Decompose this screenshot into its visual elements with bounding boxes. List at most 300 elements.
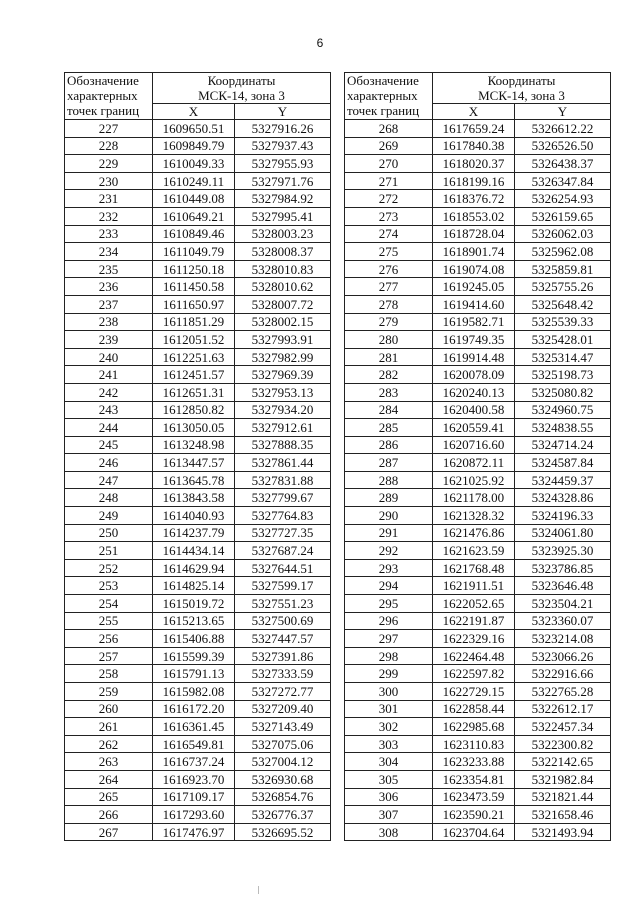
table-row bbox=[65, 559, 331, 577]
x-coordinate-cell: 1618728.04 bbox=[433, 225, 515, 243]
x-coordinate-cell: 1619582.71 bbox=[433, 313, 515, 331]
y-coordinate-cell: 5327143.49 bbox=[235, 718, 331, 736]
y-coordinate-cell: 5326062.03 bbox=[515, 225, 611, 243]
y-coordinate-cell: 5323925.30 bbox=[515, 542, 611, 560]
table-row bbox=[345, 665, 611, 683]
header-x: X bbox=[433, 104, 515, 120]
table-row bbox=[345, 331, 611, 349]
y-coordinate-cell: 5326776.37 bbox=[235, 806, 331, 824]
x-coordinate-cell: 1621911.51 bbox=[433, 577, 515, 595]
x-coordinate-cell: 1610449.08 bbox=[153, 190, 235, 208]
point-number-cell: 235 bbox=[65, 260, 153, 278]
x-coordinate-cell: 1614629.94 bbox=[153, 559, 235, 577]
table-row bbox=[65, 190, 331, 208]
y-coordinate-cell: 5322916.66 bbox=[515, 665, 611, 683]
point-number-cell: 286 bbox=[345, 436, 433, 454]
table-row bbox=[65, 260, 331, 278]
table-row bbox=[345, 172, 611, 190]
y-coordinate-cell: 5325080.82 bbox=[515, 383, 611, 401]
point-number-cell: 246 bbox=[65, 454, 153, 472]
table-row bbox=[345, 401, 611, 419]
point-number-cell: 308 bbox=[345, 823, 433, 841]
x-coordinate-cell: 1609650.51 bbox=[153, 120, 235, 138]
y-coordinate-cell: 5321493.94 bbox=[515, 823, 611, 841]
point-number-cell: 247 bbox=[65, 471, 153, 489]
y-coordinate-cell: 5327551.23 bbox=[235, 595, 331, 613]
y-coordinate-cell: 5328007.72 bbox=[235, 295, 331, 313]
point-number-cell: 300 bbox=[345, 683, 433, 701]
point-number-cell: 268 bbox=[345, 120, 433, 138]
header-point-label bbox=[345, 73, 433, 120]
x-coordinate-cell: 1621623.59 bbox=[433, 542, 515, 560]
x-coordinate-cell: 1617109.17 bbox=[153, 788, 235, 806]
x-coordinate-cell: 1610849.46 bbox=[153, 225, 235, 243]
table-row bbox=[345, 260, 611, 278]
x-coordinate-cell: 1622052.65 bbox=[433, 595, 515, 613]
point-number-cell: 264 bbox=[65, 770, 153, 788]
x-coordinate-cell: 1615982.08 bbox=[153, 683, 235, 701]
y-coordinate-cell: 5325314.47 bbox=[515, 348, 611, 366]
table-row bbox=[65, 313, 331, 331]
table-row bbox=[345, 647, 611, 665]
page-number: 6 bbox=[316, 36, 324, 50]
x-coordinate-cell: 1610649.21 bbox=[153, 207, 235, 225]
table-row bbox=[65, 120, 331, 138]
table-row bbox=[65, 366, 331, 384]
y-coordinate-cell: 5322142.65 bbox=[515, 753, 611, 771]
point-number-cell: 267 bbox=[65, 823, 153, 841]
y-coordinate-cell: 5327993.91 bbox=[235, 331, 331, 349]
x-coordinate-cell: 1615599.39 bbox=[153, 647, 235, 665]
y-coordinate-cell: 5327764.83 bbox=[235, 507, 331, 525]
point-number-cell: 252 bbox=[65, 559, 153, 577]
point-number-cell: 239 bbox=[65, 331, 153, 349]
x-coordinate-cell: 1614040.93 bbox=[153, 507, 235, 525]
x-coordinate-cell: 1612651.31 bbox=[153, 383, 235, 401]
x-coordinate-cell: 1621178.00 bbox=[433, 489, 515, 507]
table-row bbox=[345, 577, 611, 595]
y-coordinate-cell: 5325648.42 bbox=[515, 295, 611, 313]
x-coordinate-cell: 1623704.64 bbox=[433, 823, 515, 841]
point-number-cell: 237 bbox=[65, 295, 153, 313]
point-number-cell: 290 bbox=[345, 507, 433, 525]
point-number-cell: 293 bbox=[345, 559, 433, 577]
y-coordinate-cell: 5327971.76 bbox=[235, 172, 331, 190]
point-number-cell: 274 bbox=[345, 225, 433, 243]
x-coordinate-cell: 1623110.83 bbox=[433, 735, 515, 753]
point-number-cell: 234 bbox=[65, 243, 153, 261]
table-row bbox=[65, 770, 331, 788]
table-row bbox=[345, 436, 611, 454]
point-number-cell: 302 bbox=[345, 718, 433, 736]
table-row bbox=[345, 770, 611, 788]
point-number-cell: 296 bbox=[345, 612, 433, 630]
y-coordinate-cell: 5327888.35 bbox=[235, 436, 331, 454]
y-coordinate-cell: 5326254.93 bbox=[515, 190, 611, 208]
x-coordinate-cell: 1615406.88 bbox=[153, 630, 235, 648]
table-row bbox=[345, 348, 611, 366]
table-row bbox=[65, 295, 331, 313]
y-coordinate-cell: 5327995.41 bbox=[235, 207, 331, 225]
table-row bbox=[65, 331, 331, 349]
x-coordinate-cell: 1623233.88 bbox=[433, 753, 515, 771]
table-row bbox=[345, 207, 611, 225]
point-number-cell: 260 bbox=[65, 700, 153, 718]
y-coordinate-cell: 5327861.44 bbox=[235, 454, 331, 472]
table-row bbox=[345, 243, 611, 261]
point-number-cell: 231 bbox=[65, 190, 153, 208]
point-number-cell: 273 bbox=[345, 207, 433, 225]
y-coordinate-cell: 5325755.26 bbox=[515, 278, 611, 296]
coordinates-table-left bbox=[64, 72, 331, 841]
point-number-cell: 298 bbox=[345, 647, 433, 665]
x-coordinate-cell: 1616923.70 bbox=[153, 770, 235, 788]
x-coordinate-cell: 1622464.48 bbox=[433, 647, 515, 665]
y-coordinate-cell: 5327209.40 bbox=[235, 700, 331, 718]
table-row bbox=[345, 823, 611, 841]
table-row bbox=[345, 700, 611, 718]
y-coordinate-cell: 5327969.39 bbox=[235, 366, 331, 384]
point-number-cell: 262 bbox=[65, 735, 153, 753]
x-coordinate-cell: 1613050.05 bbox=[153, 419, 235, 437]
point-number-cell: 301 bbox=[345, 700, 433, 718]
table-row bbox=[345, 735, 611, 753]
table-row bbox=[65, 155, 331, 173]
y-coordinate-cell: 5327391.86 bbox=[235, 647, 331, 665]
point-number-cell: 251 bbox=[65, 542, 153, 560]
y-coordinate-cell: 5322765.28 bbox=[515, 683, 611, 701]
header-coordinates bbox=[433, 73, 611, 104]
table-row bbox=[65, 788, 331, 806]
x-coordinate-cell: 1618199.16 bbox=[433, 172, 515, 190]
table-row bbox=[345, 120, 611, 138]
table-row bbox=[345, 137, 611, 155]
y-coordinate-cell: 5323646.48 bbox=[515, 577, 611, 595]
point-number-cell: 242 bbox=[65, 383, 153, 401]
y-coordinate-cell: 5327831.88 bbox=[235, 471, 331, 489]
table-row bbox=[345, 383, 611, 401]
table-row bbox=[65, 647, 331, 665]
table-row bbox=[65, 630, 331, 648]
header-point-label-line: Обозначение bbox=[347, 73, 419, 88]
x-coordinate-cell: 1622985.68 bbox=[433, 718, 515, 736]
y-coordinate-cell: 5323504.21 bbox=[515, 595, 611, 613]
y-coordinate-cell: 5323066.26 bbox=[515, 647, 611, 665]
point-number-cell: 240 bbox=[65, 348, 153, 366]
table-row bbox=[65, 137, 331, 155]
x-coordinate-cell: 1622597.82 bbox=[433, 665, 515, 683]
point-number-cell: 271 bbox=[345, 172, 433, 190]
x-coordinate-cell: 1613843.58 bbox=[153, 489, 235, 507]
x-coordinate-cell: 1619074.08 bbox=[433, 260, 515, 278]
point-number-cell: 245 bbox=[65, 436, 153, 454]
y-coordinate-cell: 5327912.61 bbox=[235, 419, 331, 437]
point-number-cell: 297 bbox=[345, 630, 433, 648]
header-coordinates-line: МСК-14, зона 3 bbox=[478, 88, 565, 103]
y-coordinate-cell: 5324587.84 bbox=[515, 454, 611, 472]
point-number-cell: 229 bbox=[65, 155, 153, 173]
point-number-cell: 258 bbox=[65, 665, 153, 683]
y-coordinate-cell: 5327447.57 bbox=[235, 630, 331, 648]
y-coordinate-cell: 5326930.68 bbox=[235, 770, 331, 788]
y-coordinate-cell: 5327687.24 bbox=[235, 542, 331, 560]
table-row bbox=[345, 806, 611, 824]
y-coordinate-cell: 5325198.73 bbox=[515, 366, 611, 384]
table-row bbox=[345, 278, 611, 296]
table-row bbox=[65, 207, 331, 225]
point-number-cell: 292 bbox=[345, 542, 433, 560]
point-number-cell: 278 bbox=[345, 295, 433, 313]
point-number-cell: 259 bbox=[65, 683, 153, 701]
table-row bbox=[65, 700, 331, 718]
point-number-cell: 306 bbox=[345, 788, 433, 806]
y-coordinate-cell: 5327984.92 bbox=[235, 190, 331, 208]
x-coordinate-cell: 1619414.60 bbox=[433, 295, 515, 313]
table-row bbox=[65, 683, 331, 701]
point-number-cell: 280 bbox=[345, 331, 433, 349]
x-coordinate-cell: 1619749.35 bbox=[433, 331, 515, 349]
x-coordinate-cell: 1618020.37 bbox=[433, 155, 515, 173]
y-coordinate-cell: 5326612.22 bbox=[515, 120, 611, 138]
x-coordinate-cell: 1614434.14 bbox=[153, 542, 235, 560]
y-coordinate-cell: 5322457.34 bbox=[515, 718, 611, 736]
y-coordinate-cell: 5326526.50 bbox=[515, 137, 611, 155]
point-number-cell: 303 bbox=[345, 735, 433, 753]
table-row bbox=[345, 454, 611, 472]
x-coordinate-cell: 1620240.13 bbox=[433, 383, 515, 401]
table-row bbox=[65, 542, 331, 560]
y-coordinate-cell: 5324838.55 bbox=[515, 419, 611, 437]
point-number-cell: 291 bbox=[345, 524, 433, 542]
y-coordinate-cell: 5326347.84 bbox=[515, 172, 611, 190]
point-number-cell: 233 bbox=[65, 225, 153, 243]
point-number-cell: 248 bbox=[65, 489, 153, 507]
point-number-cell: 227 bbox=[65, 120, 153, 138]
y-coordinate-cell: 5324328.86 bbox=[515, 489, 611, 507]
y-coordinate-cell: 5327955.93 bbox=[235, 155, 331, 173]
table-row bbox=[345, 630, 611, 648]
y-coordinate-cell: 5323214.08 bbox=[515, 630, 611, 648]
point-number-cell: 299 bbox=[345, 665, 433, 683]
y-coordinate-cell: 5324459.37 bbox=[515, 471, 611, 489]
y-coordinate-cell: 5321982.84 bbox=[515, 770, 611, 788]
y-coordinate-cell: 5321821.44 bbox=[515, 788, 611, 806]
x-coordinate-cell: 1620872.11 bbox=[433, 454, 515, 472]
table-row bbox=[65, 471, 331, 489]
x-coordinate-cell: 1617659.24 bbox=[433, 120, 515, 138]
table-row bbox=[65, 419, 331, 437]
y-coordinate-cell: 5322612.17 bbox=[515, 700, 611, 718]
table-row bbox=[65, 348, 331, 366]
point-number-cell: 244 bbox=[65, 419, 153, 437]
point-number-cell: 281 bbox=[345, 348, 433, 366]
header-point-label-line: точек границ bbox=[67, 103, 140, 118]
point-number-cell: 288 bbox=[345, 471, 433, 489]
table-row bbox=[345, 190, 611, 208]
point-number-cell: 250 bbox=[65, 524, 153, 542]
point-number-cell: 255 bbox=[65, 612, 153, 630]
point-number-cell: 287 bbox=[345, 454, 433, 472]
point-number-cell: 236 bbox=[65, 278, 153, 296]
x-coordinate-cell: 1617293.60 bbox=[153, 806, 235, 824]
table-row bbox=[345, 489, 611, 507]
x-coordinate-cell: 1613645.78 bbox=[153, 471, 235, 489]
table-row bbox=[65, 454, 331, 472]
x-coordinate-cell: 1619245.05 bbox=[433, 278, 515, 296]
y-coordinate-cell: 5324960.75 bbox=[515, 401, 611, 419]
point-number-cell: 284 bbox=[345, 401, 433, 419]
table-row bbox=[345, 155, 611, 173]
point-number-cell: 254 bbox=[65, 595, 153, 613]
x-coordinate-cell: 1611049.79 bbox=[153, 243, 235, 261]
coordinates-table-right bbox=[344, 72, 611, 841]
table-row bbox=[345, 225, 611, 243]
x-coordinate-cell: 1615213.65 bbox=[153, 612, 235, 630]
x-coordinate-cell: 1610249.11 bbox=[153, 172, 235, 190]
y-coordinate-cell: 5324714.24 bbox=[515, 436, 611, 454]
point-number-cell: 266 bbox=[65, 806, 153, 824]
x-coordinate-cell: 1622329.16 bbox=[433, 630, 515, 648]
table-row bbox=[65, 753, 331, 771]
x-coordinate-cell: 1611851.29 bbox=[153, 313, 235, 331]
y-coordinate-cell: 5327333.59 bbox=[235, 665, 331, 683]
x-coordinate-cell: 1618376.72 bbox=[433, 190, 515, 208]
point-number-cell: 307 bbox=[345, 806, 433, 824]
table-row bbox=[65, 577, 331, 595]
table-row bbox=[65, 665, 331, 683]
point-number-cell: 283 bbox=[345, 383, 433, 401]
y-coordinate-cell: 5327272.77 bbox=[235, 683, 331, 701]
table-row bbox=[345, 788, 611, 806]
x-coordinate-cell: 1611650.97 bbox=[153, 295, 235, 313]
point-number-cell: 276 bbox=[345, 260, 433, 278]
header-point-label-line: характерных bbox=[67, 88, 138, 103]
point-number-cell: 263 bbox=[65, 753, 153, 771]
point-number-cell: 243 bbox=[65, 401, 153, 419]
table-row bbox=[345, 718, 611, 736]
table-row bbox=[345, 524, 611, 542]
y-coordinate-cell: 5323360.07 bbox=[515, 612, 611, 630]
point-number-cell: 272 bbox=[345, 190, 433, 208]
header-point-label-line: точек границ bbox=[347, 103, 420, 118]
x-coordinate-cell: 1616361.45 bbox=[153, 718, 235, 736]
table-row bbox=[65, 595, 331, 613]
table-row bbox=[65, 806, 331, 824]
point-number-cell: 265 bbox=[65, 788, 153, 806]
x-coordinate-cell: 1615791.13 bbox=[153, 665, 235, 683]
table-row bbox=[65, 823, 331, 841]
header-y: Y bbox=[515, 104, 611, 120]
table-row bbox=[345, 419, 611, 437]
y-coordinate-cell: 5326159.65 bbox=[515, 207, 611, 225]
x-coordinate-cell: 1623473.59 bbox=[433, 788, 515, 806]
y-coordinate-cell: 5327934.20 bbox=[235, 401, 331, 419]
table-row bbox=[345, 595, 611, 613]
y-coordinate-cell: 5327799.67 bbox=[235, 489, 331, 507]
table-row bbox=[65, 278, 331, 296]
y-coordinate-cell: 5328008.37 bbox=[235, 243, 331, 261]
table-row bbox=[345, 366, 611, 384]
y-coordinate-cell: 5325859.81 bbox=[515, 260, 611, 278]
x-coordinate-cell: 1621328.32 bbox=[433, 507, 515, 525]
table-row bbox=[345, 753, 611, 771]
header-coordinates-line: МСК-14, зона 3 bbox=[198, 88, 285, 103]
table-row bbox=[345, 295, 611, 313]
x-coordinate-cell: 1623354.81 bbox=[433, 770, 515, 788]
y-coordinate-cell: 5325539.33 bbox=[515, 313, 611, 331]
x-coordinate-cell: 1621025.92 bbox=[433, 471, 515, 489]
point-number-cell: 238 bbox=[65, 313, 153, 331]
table-row bbox=[65, 401, 331, 419]
y-coordinate-cell: 5324196.33 bbox=[515, 507, 611, 525]
x-coordinate-cell: 1618553.02 bbox=[433, 207, 515, 225]
x-coordinate-cell: 1622858.44 bbox=[433, 700, 515, 718]
y-coordinate-cell: 5328010.83 bbox=[235, 260, 331, 278]
point-number-cell: 294 bbox=[345, 577, 433, 595]
table-row bbox=[65, 735, 331, 753]
point-number-cell: 295 bbox=[345, 595, 433, 613]
y-coordinate-cell: 5327727.35 bbox=[235, 524, 331, 542]
point-number-cell: 253 bbox=[65, 577, 153, 595]
y-coordinate-cell: 5327599.17 bbox=[235, 577, 331, 595]
x-coordinate-cell: 1620559.41 bbox=[433, 419, 515, 437]
point-number-cell: 305 bbox=[345, 770, 433, 788]
y-coordinate-cell: 5327937.43 bbox=[235, 137, 331, 155]
point-number-cell: 228 bbox=[65, 137, 153, 155]
point-number-cell: 256 bbox=[65, 630, 153, 648]
x-coordinate-cell: 1613447.57 bbox=[153, 454, 235, 472]
x-coordinate-cell: 1610049.33 bbox=[153, 155, 235, 173]
x-coordinate-cell: 1618901.74 bbox=[433, 243, 515, 261]
y-coordinate-cell: 5325428.01 bbox=[515, 331, 611, 349]
y-coordinate-cell: 5328010.62 bbox=[235, 278, 331, 296]
point-number-cell: 270 bbox=[345, 155, 433, 173]
y-coordinate-cell: 5327916.26 bbox=[235, 120, 331, 138]
table-row bbox=[65, 172, 331, 190]
x-coordinate-cell: 1619914.48 bbox=[433, 348, 515, 366]
header-point-label-line: Обозначение bbox=[67, 73, 139, 88]
header-y: Y bbox=[235, 104, 331, 120]
table-row bbox=[65, 243, 331, 261]
x-coordinate-cell: 1616549.81 bbox=[153, 735, 235, 753]
table-row bbox=[345, 683, 611, 701]
y-coordinate-cell: 5324061.80 bbox=[515, 524, 611, 542]
point-number-cell: 269 bbox=[345, 137, 433, 155]
table-row bbox=[65, 436, 331, 454]
table-row bbox=[65, 489, 331, 507]
x-coordinate-cell: 1612251.63 bbox=[153, 348, 235, 366]
x-coordinate-cell: 1612051.52 bbox=[153, 331, 235, 349]
point-number-cell: 261 bbox=[65, 718, 153, 736]
table-row bbox=[65, 524, 331, 542]
point-number-cell: 304 bbox=[345, 753, 433, 771]
x-coordinate-cell: 1621768.48 bbox=[433, 559, 515, 577]
header-point-label-line: характерных bbox=[347, 88, 418, 103]
x-coordinate-cell: 1612451.57 bbox=[153, 366, 235, 384]
x-coordinate-cell: 1616172.20 bbox=[153, 700, 235, 718]
table-row bbox=[345, 612, 611, 630]
table-row bbox=[345, 471, 611, 489]
header-coordinates-line: Координаты bbox=[487, 73, 556, 88]
point-number-cell: 289 bbox=[345, 489, 433, 507]
y-coordinate-cell: 5321658.46 bbox=[515, 806, 611, 824]
point-number-cell: 232 bbox=[65, 207, 153, 225]
y-coordinate-cell: 5325962.08 bbox=[515, 243, 611, 261]
table-row bbox=[345, 559, 611, 577]
y-coordinate-cell: 5327075.06 bbox=[235, 735, 331, 753]
point-number-cell: 277 bbox=[345, 278, 433, 296]
point-number-cell: 249 bbox=[65, 507, 153, 525]
